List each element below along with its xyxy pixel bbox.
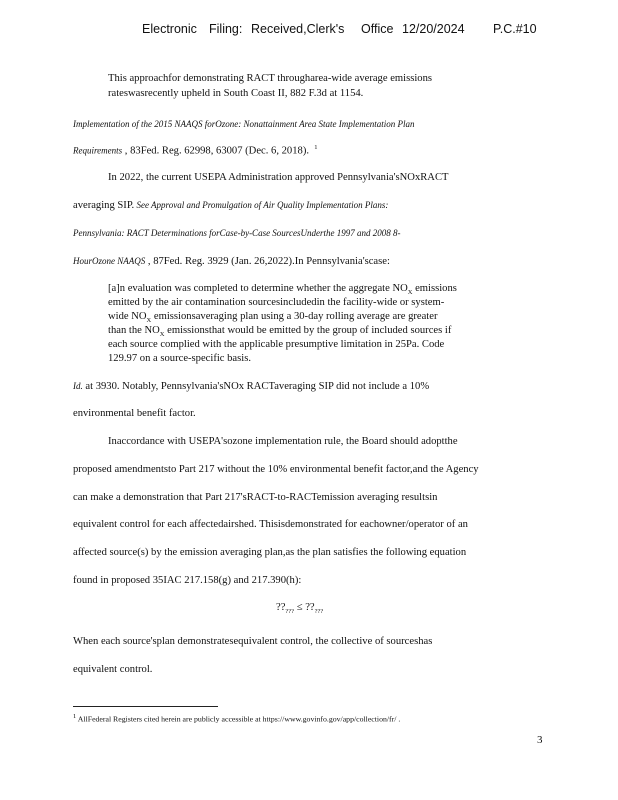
equation-rhs: ??: [305, 602, 315, 613]
header-pc-number: P.C.#10: [493, 22, 537, 36]
para4-line4: equivalent control for each affectedairshed. Thisisdemonstrated for eachowner/operator of an: [73, 519, 468, 530]
quote-line1-a: [a]n evaluation was completed to determine whether the aggregate NO: [108, 283, 408, 294]
para2-line4: [73, 256, 390, 267]
para3-line1: [73, 381, 429, 392]
para4-line3: can make a demonstration that Part 217'sRACT-to-RACTemission averaging resultsin: [73, 492, 438, 503]
equation-operator: ≤: [294, 602, 306, 613]
quote-line4-sub: X: [159, 331, 165, 339]
para2-line4-italic: HourOzone NAAQS: [73, 256, 146, 266]
para2-line2-italic: See Approval and Promulgation of Air Quality Implementation Plans:: [134, 200, 389, 210]
citation1-line2: [73, 144, 318, 157]
footnote-ref: 1: [314, 144, 318, 151]
quote-line5: each source complied with the applicable presumptive limitation in 25Pa. Code: [108, 339, 445, 350]
para4-line1: Inaccordance with USEPA'sozone implementation rule, the Board should adoptthe: [108, 436, 458, 447]
equation-rhs-sub: ???: [314, 608, 324, 616]
quote-line1: [108, 283, 457, 296]
quote-line1-b: emissions: [412, 283, 457, 294]
para2-line2: [73, 200, 388, 211]
quote-line3: [108, 311, 437, 324]
para2-line3: Pennsylvania: RACT Determinations forCase-by-Case SourcesUnderthe 1997 and 2008 8-: [73, 228, 401, 238]
para1-line2: rateswasrecently upheld in South Coast II, 882 F.3d at 1154.: [108, 88, 364, 99]
para3-line1-rest: at 3930. Notably, Pennsylvania'sNOx RACTaveraging SIP did not include a 10%: [82, 381, 430, 392]
quote-line3-sub: X: [146, 317, 152, 325]
header-electronic: Electronic: [142, 22, 197, 36]
para4-line2: proposed amendmentsto Part 217 without the 10% environmental benefit factor,and the Agency: [73, 464, 479, 475]
quote-line1-sub: X: [407, 289, 413, 297]
para5-line1: When each source'splan demonstratesequivalent control, the collective of sourceshas: [73, 636, 433, 647]
quote-line2: emitted by the air contamination sourcesincludedin the facility-wide or system-: [108, 297, 445, 308]
equation-lhs-sub: ???: [285, 608, 295, 616]
citation1-italic: Requirements: [73, 145, 123, 156]
quote-line3-b: emissionsaveraging plan using a 30-day rolling average are greater: [151, 311, 438, 322]
header-office: Office: [361, 22, 394, 36]
quote-line4-a: than the NO: [108, 325, 160, 336]
equation-lhs: ??: [276, 602, 286, 613]
para2-line2-regular: averaging SIP.: [73, 200, 135, 211]
para4-line5: affected source(s) by the emission averaging plan,as the plan satisfies the following equation: [73, 547, 467, 558]
quote-line4-b: emissionsthat would be emitted by the group of included sources if: [164, 325, 452, 336]
citation1-rest: , 83Fed. Reg. 62998, 63007 (Dec. 6, 2018).: [122, 145, 309, 157]
header-filing: Filing:: [209, 22, 243, 36]
para2-line4-rest: , 87Fed. Reg. 3929 (Jan. 26,2022).In Pennsylvania'scase:: [145, 256, 390, 267]
para3-line2: environmental benefit factor.: [73, 408, 196, 419]
para2-line1: In 2022, the current USEPA Administration approved Pennsylvania'sNOxRACT: [108, 172, 449, 183]
quote-line3-a: wide NO: [108, 311, 147, 322]
equation: [276, 602, 323, 615]
footnote-text: AllFederal Registers cited herein are publicly accessible at https://www.govinfo.gov/app/collection/fr/ .: [76, 714, 401, 724]
quote-line6: 129.97 on a source-specific basis.: [108, 353, 251, 364]
header-date: 12/20/2024: [402, 22, 465, 36]
footnote-1: [73, 713, 400, 724]
page-number: 3: [537, 734, 543, 746]
footnote-mark: 1: [73, 713, 77, 720]
para4-line6: found in proposed 35IAC 217.158(g) and 217.390(h):: [73, 575, 302, 586]
para1-line1: This approachfor demonstrating RACT througharea-wide average emissions: [108, 73, 432, 84]
citation1-line1: Implementation of the 2015 NAAQS forOzone: Nonattainment Area State Implementation Plan: [73, 119, 415, 129]
para3-id-cite: Id.: [73, 381, 83, 391]
header-received: Received,Clerk's: [251, 22, 345, 36]
footnote-divider: [73, 706, 218, 707]
para5-line2: equivalent control.: [73, 664, 153, 675]
quote-line4: [108, 325, 451, 338]
